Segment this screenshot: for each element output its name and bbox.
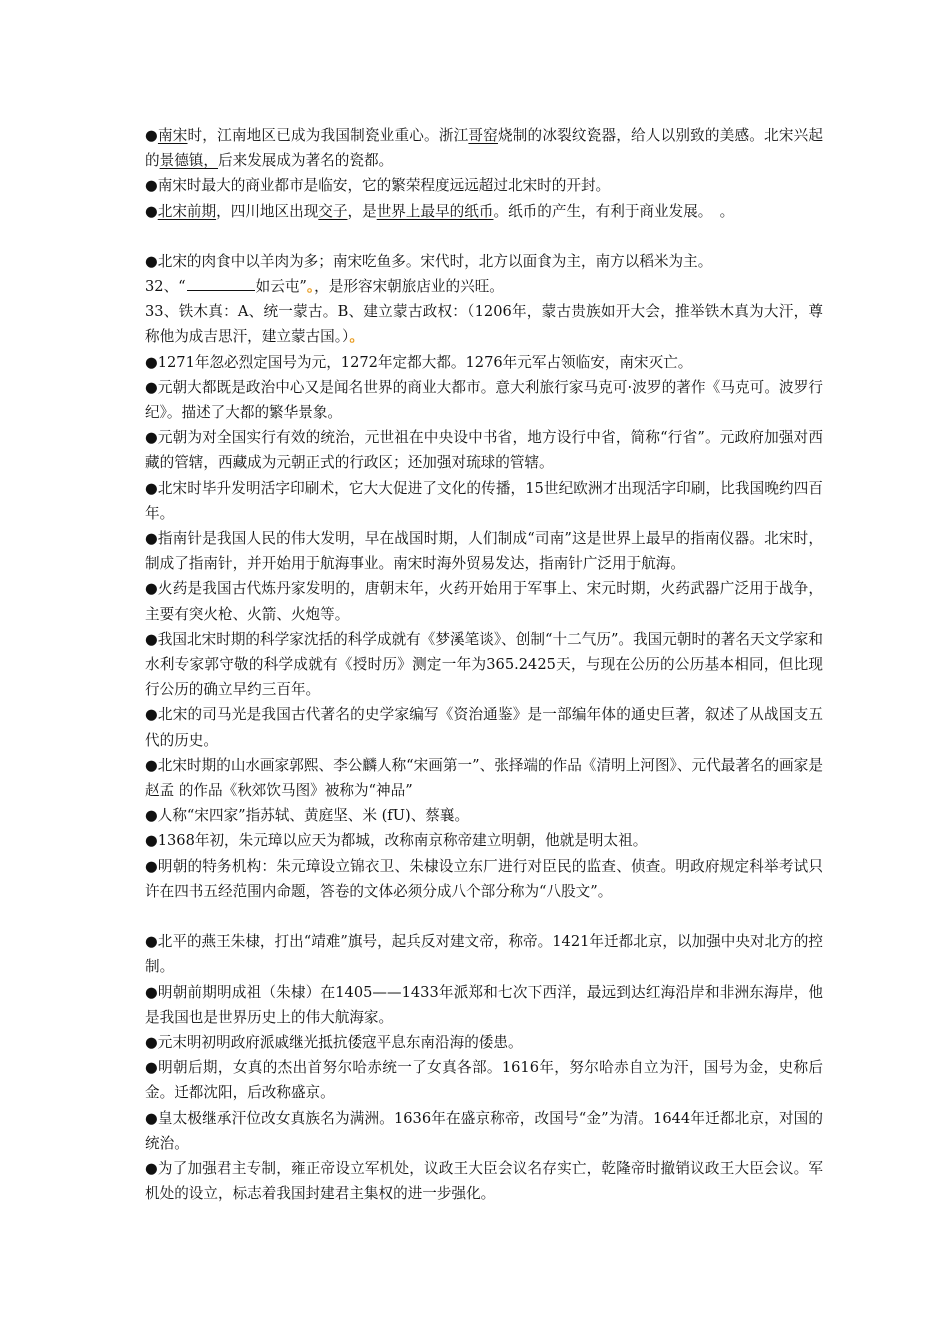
- bullet: ●: [145, 202, 158, 220]
- paragraph-hong-taiji: ●皇太极继承汗位改女真族名为满洲。1636年在盛京称帝，改国号“金”为清。1644年迁都北京，对国的统治。: [145, 1109, 823, 1152]
- underlined-term: 哥窑: [468, 127, 498, 144]
- blank-line: [145, 904, 823, 929]
- text-run: 后来发展成为著名的瓷都。: [218, 152, 394, 170]
- underlined-term: 北宋前期: [157, 202, 217, 220]
- paragraph-linan: ●南宋时最大的商业都市是临安，它的繁荣程度远远超过北宋时的开封。: [145, 177, 611, 195]
- paragraph-painters: ●北宋时期的山水画家郭熙、李公麟人称“宋画第一”、张择端的作品《清明上河图》、元代最著名的画家是赵孟 的作品《秋郊饮马图》被称为“神品”: [145, 756, 823, 800]
- paragraph-gunpowder: ●火药是我国古代炼丹家发明的，唐朝末年，火药开始用于军事上、宋元时期，火药武器广泛用于战争，主要有突火枪、火箭、火炮等。: [145, 580, 823, 623]
- text-run: 时，江南地区已成为我国制瓷业重心。浙江: [187, 127, 469, 144]
- paragraph-ming-founding: ●1368年初，朱元璋以应天为都城，改称南京称帝建立明朝，他就是明太祖。: [145, 832, 648, 850]
- text-run: ，四川地区出现: [216, 202, 319, 220]
- underlined-term: 南宋: [157, 127, 188, 144]
- paragraph-four-masters: ●人称“宋四家”指苏轼、黄庭坚、米 (fU)、蔡襄。: [145, 807, 470, 825]
- paragraph-song-diet: ●北宋的肉食中以羊肉为多；南宋吃鱼多。宋代时，北方以面食为主，南方以稻米为主。: [145, 252, 713, 270]
- fill-in-blank: [187, 276, 255, 291]
- paragraph-ming-secret-police: ●明朝的特务机构：朱元璋设立锦衣卫、朱棣设立东厂进行对臣民的监查、侦查。明政府规定科举考试只许在四书五经范围内命题，答卷的文体必须分成八个部分称为“八股文”。: [145, 857, 823, 900]
- document-body: [145, 123, 823, 1206]
- paragraph-zheng-he: ●明朝前期明成祖（朱棣）在1405——1433年派郑和七次下西洋，最远到达红海沿岸和非洲东海岸，他是我国也是世界历史上的伟大航海家。: [145, 983, 823, 1026]
- bullet: ●: [145, 127, 158, 144]
- text-run: ，是: [347, 202, 377, 220]
- text-run: ，是形容宋朝旅店业的兴旺。: [314, 278, 504, 296]
- paragraph-dadu: ●元朝大都既是政治中心又是闻名世界的商业大都市。意大利旅行家马克可·波罗的著作《马克可。波罗行纪》。描述了大都的繁华景象。: [145, 378, 823, 422]
- paragraph-xingsheng: ●元朝为对全国实行有效的统治，元世祖在中央设中书省，地方设行中省，简称“行省”。元政府加强对西藏的管辖，西藏成为元朝正式的行政区；还加强对琉球的管辖。: [145, 429, 823, 472]
- paragraph-compass: ●指南针是我国人民的伟大发明，早在战国时期，人们制成“司南”这是世界上最早的指南仪器。北宋时，制成了指南针，并开始用于航海事业。南宋时海外贸易发达，指南针广泛用于航海。: [145, 530, 823, 573]
- paragraph-qi-jiguang: ●元末明初明政府派戚继光抵抗倭寇平息东南沿海的倭患。: [145, 1033, 523, 1051]
- highlight-mark: 。: [349, 328, 364, 346]
- text-run: 如云屯”: [255, 278, 307, 296]
- underlined-term: 交子: [318, 202, 348, 220]
- paragraph-jiaozi: [145, 199, 823, 224]
- blank-line: [145, 224, 823, 249]
- text-run: 烧制的冰裂纹瓷器，给人以别致的美感。北宋兴起的: [145, 127, 823, 170]
- paragraph-southern-song-porcelain: [145, 123, 823, 173]
- paragraph-grand-council: ●为了加强君主专制，雍正帝设立军机处，议政王大臣会议名存实亡，乾隆帝时撤销议政王大臣会议。军机处的设立，标志着我国封建君主集权的进一步强化。: [145, 1159, 823, 1203]
- paragraph-movable-type: ●北宋时毕升发明活字印刷术，它大大促进了文化的传播，15世纪欧洲才出现活字印刷，比我国晚约四百年。: [145, 479, 823, 522]
- question-32: [145, 274, 823, 299]
- paragraph-yuan-founding: ●1271年忽必烈定国号为元，1272年定都大都。1276年元军占领临安，南宋灭亡。: [145, 353, 693, 371]
- text-run: 32、“: [145, 278, 186, 296]
- paragraph-sima-guang: ●北宋的司马光是我国古代著名的史学家编写《资治通鉴》是一部编年体的通史巨著，叙述了从战国支五代的历史。: [145, 706, 823, 749]
- question-33: [145, 299, 823, 349]
- text-run: 33、铁木真：A、统一蒙古。B、建立蒙古政权：（1206年，蒙古贵族如开大会，推举铁木真为大汗，尊称他为成吉思汗，建立蒙古国。）: [145, 303, 823, 346]
- underlined-term: 世界上最早的纸币: [376, 202, 494, 220]
- underlined-term: 景德镇，: [159, 152, 218, 170]
- highlight-mark: 。: [306, 278, 315, 296]
- text-run: 。纸币的产生，有利于商业发展。 。: [493, 202, 735, 220]
- paragraph-nurhaci: ●明朝后期，女真的杰出首努尔哈赤统一了女真各部。1616年，努尔哈赤自立为汗，国号为金，史称后金。迁都沈阳，后改称盛京。: [145, 1059, 823, 1102]
- paragraph-zhu-di: ●北平的燕王朱棣，打出“靖难”旗号，起兵反对建文帝，称帝。1421年迁都北京，以加强中央对北方的控制。: [145, 933, 823, 976]
- paragraph-shen-kuo: ●我国北宋时期的科学家沈括的科学成就有《梦溪笔谈》、创制“十二气历”。我国元朝时的著名天文学家和水利专家郭守敬的科学成就有《授时历》测定一年为365.2425天，与现在公历的公历基本相同，但比现行公历的确立早约三百年。: [145, 630, 823, 699]
